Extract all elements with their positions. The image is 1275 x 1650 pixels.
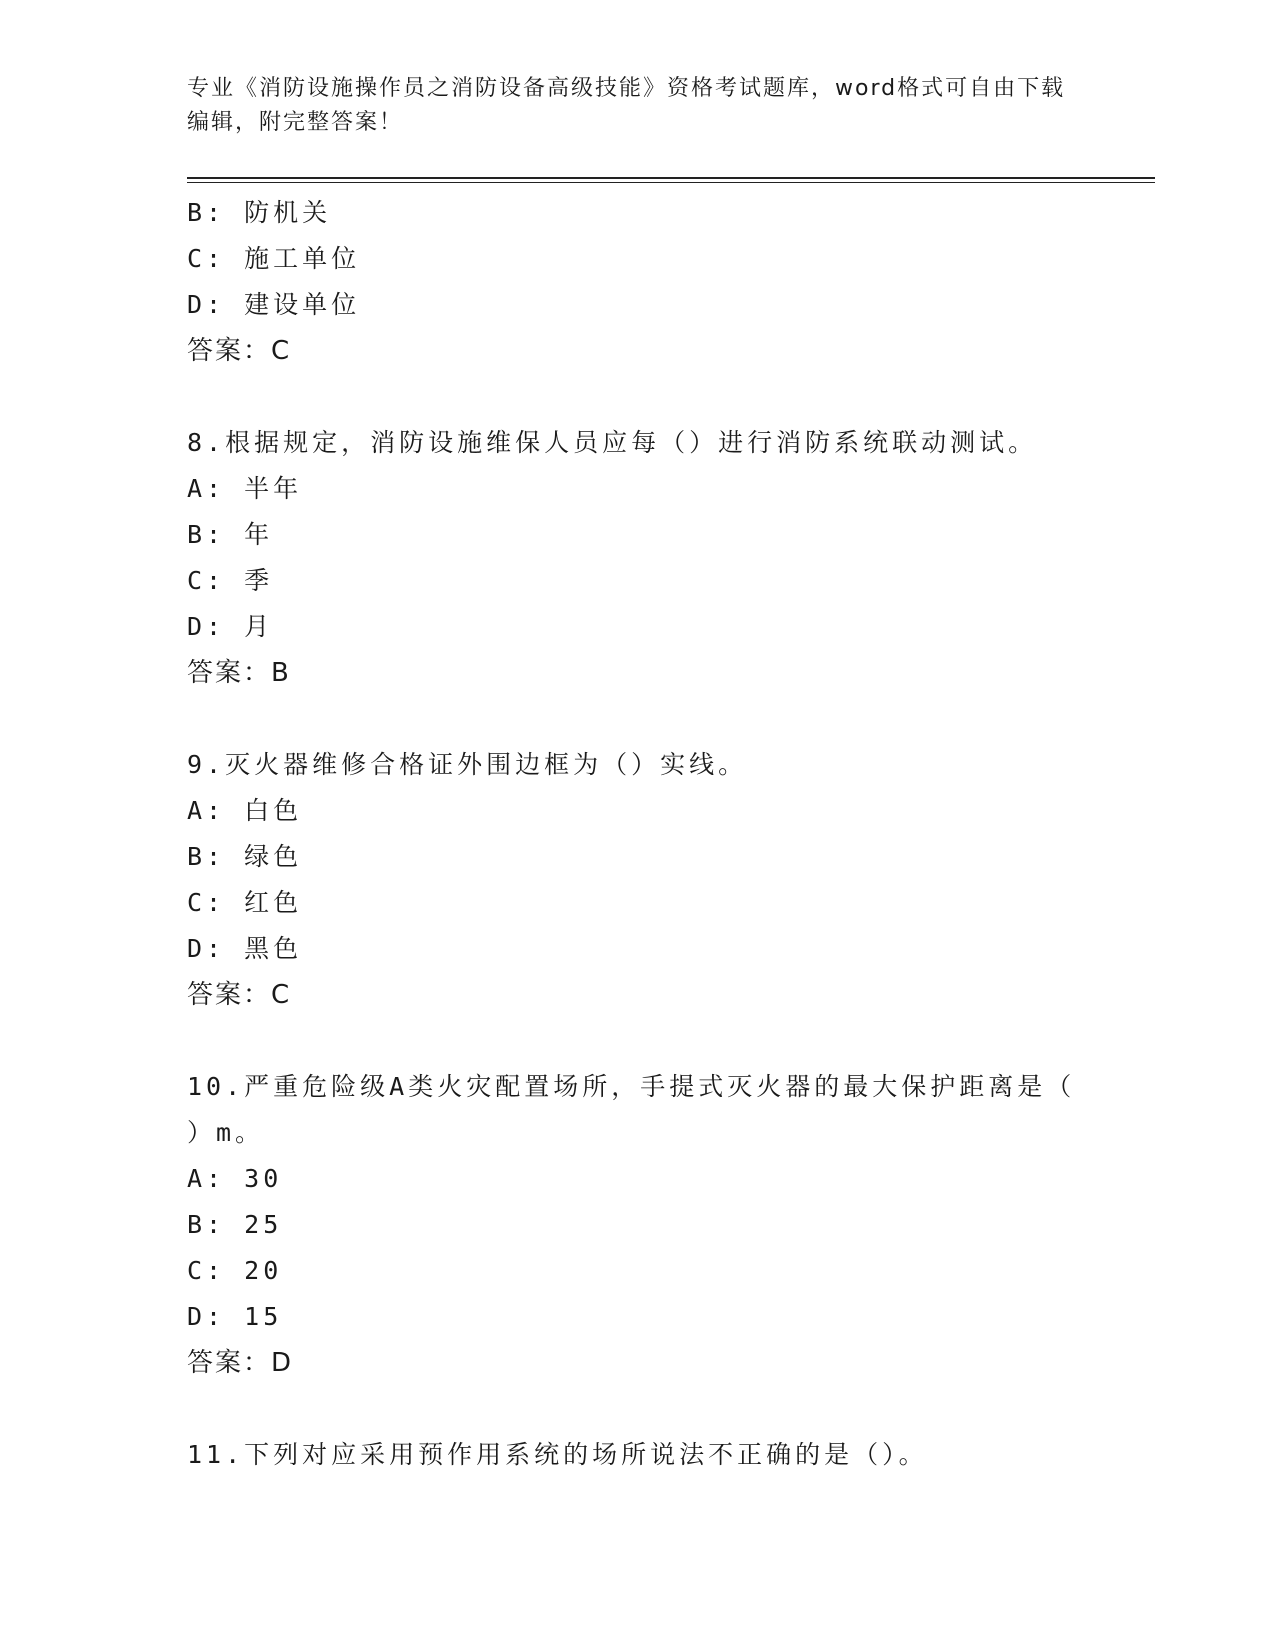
option-b: B: 防机关 [187,198,332,227]
answer: 答案：B [187,658,291,688]
option-b: B: 年 [187,520,274,549]
answer: 答案：D [187,1348,294,1378]
question-stem: 8.根据规定，消防设施维保人员应每（）进行消防系统联动测试。 [187,428,1038,457]
header-divider-thin [187,182,1155,183]
option-d: D: 黑色 [187,934,303,963]
question-stem-line-1: 10.严重危险级A类火灾配置场所，手提式灭火器的最大保护距离是（ [187,1072,1076,1101]
option-b: B: 绿色 [187,842,303,871]
header-divider-thick [187,177,1155,179]
document-header [187,72,1067,140]
question-10 [187,1064,1087,1386]
header-text: 专业《消防设施操作员之消防设备高级技能》资格考试题库，word格式可自由下载编辑，附完整答案！ [187,76,1066,135]
question-stem: 9.灭火器维修合格证外围边框为（）实线。 [187,750,748,779]
option-d: D: 15 [187,1302,283,1331]
option-a: A: 半年 [187,474,303,503]
option-a: A: 白色 [187,796,303,825]
question-stem: 11.下列对应采用预作用系统的场所说法不正确的是（）。 [187,1440,928,1469]
option-d: D: 月 [187,612,274,641]
answer: 答案：C [187,980,292,1010]
option-b: B: 25 [187,1210,283,1239]
option-c: C: 季 [187,566,274,595]
question-7-tail [187,190,1087,374]
question-stem-line-2: ）m。 [187,1118,265,1147]
question-11 [187,1432,1087,1478]
option-d: D: 建设单位 [187,290,361,319]
option-c: C: 20 [187,1256,283,1285]
option-c: C: 红色 [187,888,303,917]
option-a: A: 30 [187,1164,283,1193]
question-content [187,190,1087,1478]
question-8 [187,420,1087,696]
question-9 [187,742,1087,1018]
option-c: C: 施工单位 [187,244,361,273]
answer: 答案：C [187,336,292,366]
